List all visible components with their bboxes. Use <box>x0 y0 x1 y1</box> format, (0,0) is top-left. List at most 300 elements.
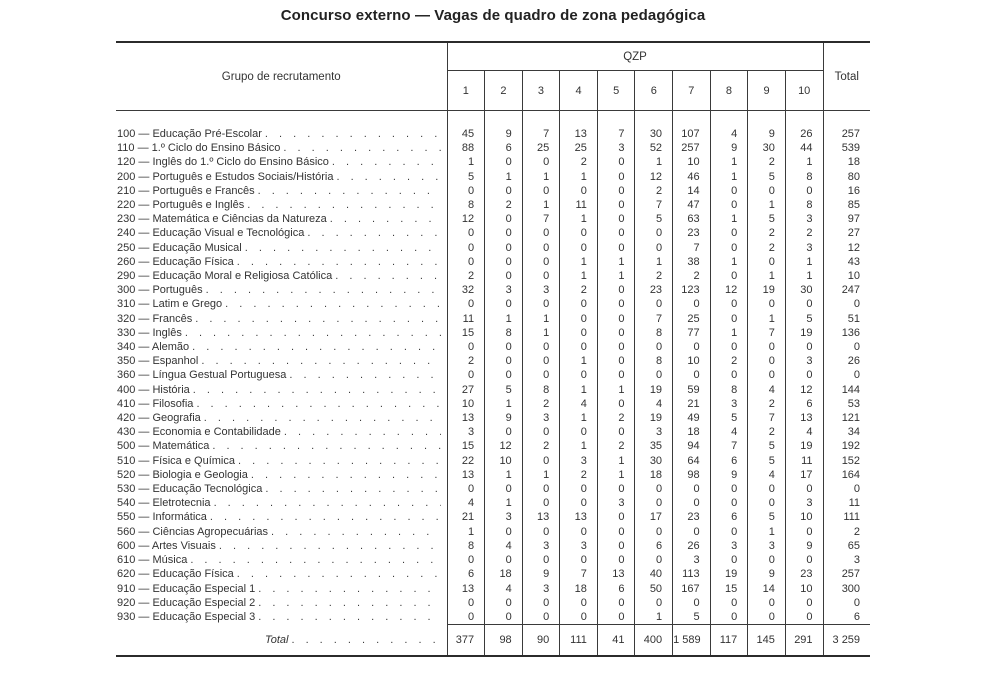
qzp-value: 5 <box>748 454 786 468</box>
qzp-value: 47 <box>673 198 711 212</box>
qzp-value: 0 <box>785 610 823 625</box>
recruitment-group-label: 260 — Educação Física <box>117 255 234 268</box>
qzp-value: 0 <box>710 368 748 382</box>
leader-dots <box>245 241 441 255</box>
qzp-value: 0 <box>485 553 523 567</box>
qzp-value: 40 <box>635 567 673 581</box>
leader-dots <box>291 634 440 646</box>
qzp-value: 0 <box>710 525 748 539</box>
qzp-value: 0 <box>597 539 635 553</box>
qzp-value: 167 <box>673 582 711 596</box>
qzp-value: 8 <box>522 383 560 397</box>
qzp-value: 1 <box>748 198 786 212</box>
leader-dots <box>258 596 440 610</box>
qzp-value: 4 <box>710 111 748 142</box>
total-qzp-value: 111 <box>560 625 598 657</box>
qzp-value: 0 <box>785 340 823 354</box>
qzp-value: 2 <box>560 468 598 482</box>
qzp-value: 0 <box>673 297 711 311</box>
qzp-value: 0 <box>785 525 823 539</box>
table-row <box>116 269 870 283</box>
row-total-value: 3 <box>823 553 870 567</box>
qzp-value: 0 <box>597 226 635 240</box>
row-label-cell <box>116 582 447 596</box>
qzp-value: 107 <box>673 111 711 142</box>
table-row <box>116 326 870 340</box>
qzp-value: 0 <box>748 297 786 311</box>
qzp-value: 8 <box>447 539 485 553</box>
qzp-value: 5 <box>673 610 711 625</box>
qzp-value: 0 <box>485 184 523 198</box>
qzp-value: 0 <box>522 553 560 567</box>
row-total-value: 0 <box>823 596 870 610</box>
qzp-value: 18 <box>560 582 598 596</box>
row-total-value: 539 <box>823 141 870 155</box>
qzp-value: 0 <box>447 368 485 382</box>
qzp-value: 1 <box>785 155 823 169</box>
qzp-value: 5 <box>485 383 523 397</box>
qzp-value: 0 <box>447 596 485 610</box>
qzp-value: 23 <box>635 283 673 297</box>
leader-dots <box>193 383 441 397</box>
qzp-value: 0 <box>673 482 711 496</box>
leader-dots <box>336 170 440 184</box>
qzp-value: 1 <box>748 525 786 539</box>
qzp-value: 13 <box>447 582 485 596</box>
qzp-column-header-8: 8 <box>710 71 748 111</box>
table-row <box>116 198 870 212</box>
recruitment-group-label: 200 — Português e Estudos Sociais/História <box>117 170 334 183</box>
qzp-value: 25 <box>522 141 560 155</box>
qzp-value: 13 <box>785 411 823 425</box>
qzp-value: 4 <box>485 582 523 596</box>
qzp-value: 0 <box>748 340 786 354</box>
qzp-value: 11 <box>560 198 598 212</box>
qzp-value: 12 <box>710 283 748 297</box>
qzp-value: 1 <box>748 269 786 283</box>
qzp-value: 257 <box>673 141 711 155</box>
qzp-value: 0 <box>522 368 560 382</box>
qzp-value: 52 <box>635 141 673 155</box>
qzp-value: 12 <box>485 439 523 453</box>
qzp-value: 14 <box>673 184 711 198</box>
qzp-value: 2 <box>522 397 560 411</box>
qzp-value: 0 <box>710 184 748 198</box>
qzp-value: 12 <box>785 383 823 397</box>
recruitment-group-label: 240 — Educação Visual e Tecnológica <box>117 227 305 240</box>
qzp-value: 0 <box>485 354 523 368</box>
table-row <box>116 184 870 198</box>
qzp-value: 15 <box>447 439 485 453</box>
qzp-value: 0 <box>522 155 560 169</box>
qzp-value: 1 <box>785 255 823 269</box>
qzp-value: 0 <box>597 596 635 610</box>
row-label-cell <box>116 212 447 226</box>
column-header-total: Total <box>823 42 870 111</box>
qzp-value: 10 <box>447 397 485 411</box>
table-row <box>116 610 870 625</box>
qzp-value: 5 <box>785 312 823 326</box>
table-row <box>116 340 870 354</box>
qzp-value: 98 <box>673 468 711 482</box>
row-label-cell <box>116 297 447 311</box>
qzp-value: 3 <box>785 354 823 368</box>
qzp-value: 0 <box>785 184 823 198</box>
qzp-value: 0 <box>447 184 485 198</box>
qzp-value: 18 <box>485 567 523 581</box>
qzp-value: 5 <box>447 170 485 184</box>
leader-dots <box>195 312 440 326</box>
qzp-value: 0 <box>485 596 523 610</box>
leader-dots <box>247 198 440 212</box>
qzp-value: 5 <box>635 212 673 226</box>
qzp-value: 9 <box>710 468 748 482</box>
qzp-value: 30 <box>785 283 823 297</box>
qzp-value: 11 <box>785 454 823 468</box>
qzp-value: 2 <box>710 354 748 368</box>
recruitment-group-label: 530 — Educação Tecnológica <box>117 483 263 496</box>
qzp-column-header-9: 9 <box>748 71 786 111</box>
qzp-value: 4 <box>748 383 786 397</box>
qzp-value: 1 <box>560 212 598 226</box>
row-total-value: 164 <box>823 468 870 482</box>
qzp-value: 2 <box>673 269 711 283</box>
qzp-value: 3 <box>522 411 560 425</box>
row-label-cell <box>116 553 447 567</box>
table-row <box>116 539 870 553</box>
qzp-value: 0 <box>597 368 635 382</box>
qzp-value: 0 <box>485 255 523 269</box>
header-row-qzp <box>116 42 870 71</box>
qzp-value: 0 <box>597 610 635 625</box>
qzp-value: 7 <box>560 567 598 581</box>
qzp-value: 0 <box>710 482 748 496</box>
qzp-value: 5 <box>748 439 786 453</box>
qzp-value: 30 <box>748 141 786 155</box>
qzp-value: 0 <box>447 340 485 354</box>
qzp-value: 0 <box>522 226 560 240</box>
qzp-value: 1 <box>522 468 560 482</box>
total-row-label-cell <box>116 625 447 657</box>
qzp-value: 38 <box>673 255 711 269</box>
row-total-value: 0 <box>823 297 870 311</box>
leader-dots <box>190 553 440 567</box>
qzp-value: 0 <box>485 241 523 255</box>
qzp-value: 3 <box>785 241 823 255</box>
qzp-value: 50 <box>635 582 673 596</box>
qzp-value: 0 <box>673 596 711 610</box>
recruitment-group-label: 250 — Educação Musical <box>117 241 242 254</box>
row-label-cell <box>116 141 447 155</box>
recruitment-group-label: 330 — Inglês <box>117 326 182 339</box>
qzp-value: 0 <box>785 297 823 311</box>
qzp-value: 1 <box>485 468 523 482</box>
qzp-value: 2 <box>447 354 485 368</box>
leader-dots <box>214 496 441 510</box>
row-total-value: 2 <box>823 525 870 539</box>
total-row-label: Total <box>265 633 289 646</box>
qzp-value: 8 <box>710 383 748 397</box>
qzp-value: 3 <box>710 397 748 411</box>
row-label-cell <box>116 454 447 468</box>
qzp-value: 3 <box>597 141 635 155</box>
qzp-value: 0 <box>522 482 560 496</box>
qzp-value: 63 <box>673 212 711 226</box>
qzp-value: 4 <box>748 468 786 482</box>
qzp-value: 25 <box>560 141 598 155</box>
qzp-value: 4 <box>785 425 823 439</box>
qzp-value: 5 <box>748 510 786 524</box>
qzp-value: 1 <box>560 170 598 184</box>
qzp-column-header-3: 3 <box>522 71 560 111</box>
qzp-value: 0 <box>597 212 635 226</box>
qzp-value: 13 <box>447 411 485 425</box>
row-total-value: 51 <box>823 312 870 326</box>
qzp-value: 0 <box>635 340 673 354</box>
qzp-value: 6 <box>710 510 748 524</box>
qzp-value: 0 <box>522 454 560 468</box>
qzp-value: 0 <box>522 354 560 368</box>
recruitment-group-label: 540 — Eletrotecnia <box>117 497 211 510</box>
qzp-value: 5 <box>748 212 786 226</box>
qzp-value: 0 <box>597 241 635 255</box>
qzp-value: 0 <box>748 496 786 510</box>
qzp-value: 1 <box>560 269 598 283</box>
row-label-cell <box>116 368 447 382</box>
leader-dots <box>258 610 440 624</box>
column-group-header-qzp: QZP <box>447 42 823 71</box>
qzp-value: 0 <box>597 510 635 524</box>
qzp-value: 1 <box>710 212 748 226</box>
qzp-column-header-4: 4 <box>560 71 598 111</box>
row-label-cell <box>116 170 447 184</box>
qzp-value: 0 <box>597 184 635 198</box>
recruitment-group-label: 620 — Educação Física <box>117 568 234 581</box>
qzp-value: 19 <box>710 567 748 581</box>
row-total-value: 192 <box>823 439 870 453</box>
qzp-value: 3 <box>785 496 823 510</box>
qzp-value: 0 <box>710 198 748 212</box>
column-header-grupo-de-recrutamento: Grupo de recrutamento <box>116 42 447 111</box>
qzp-value: 0 <box>710 596 748 610</box>
qzp-value: 1 <box>522 326 560 340</box>
row-label-cell <box>116 411 447 425</box>
qzp-value: 0 <box>447 610 485 625</box>
qzp-value: 0 <box>447 553 485 567</box>
qzp-value: 0 <box>710 226 748 240</box>
leader-dots <box>192 340 440 354</box>
total-qzp-value: 377 <box>447 625 485 657</box>
qzp-value: 0 <box>560 226 598 240</box>
qzp-value: 0 <box>560 184 598 198</box>
row-label-cell <box>116 340 447 354</box>
recruitment-group-label: 340 — Alemão <box>117 341 190 354</box>
table-row <box>116 283 870 297</box>
row-total-value: 53 <box>823 397 870 411</box>
qzp-value: 3 <box>673 553 711 567</box>
qzp-value: 0 <box>710 312 748 326</box>
qzp-value: 7 <box>522 111 560 142</box>
table-row <box>116 255 870 269</box>
qzp-value: 44 <box>785 141 823 155</box>
leader-dots <box>225 297 440 311</box>
row-label-cell <box>116 383 447 397</box>
table-row <box>116 510 870 524</box>
qzp-value: 7 <box>635 198 673 212</box>
qzp-value: 3 <box>485 510 523 524</box>
qzp-value: 0 <box>447 297 485 311</box>
table-row <box>116 596 870 610</box>
qzp-value: 0 <box>597 553 635 567</box>
qzp-value: 13 <box>560 510 598 524</box>
qzp-value: 4 <box>485 539 523 553</box>
qzp-value: 4 <box>635 397 673 411</box>
qzp-value: 9 <box>748 111 786 142</box>
row-total-value: 34 <box>823 425 870 439</box>
qzp-column-header-5: 5 <box>597 71 635 111</box>
qzp-value: 12 <box>635 170 673 184</box>
row-label-cell <box>116 241 447 255</box>
qzp-value: 8 <box>635 326 673 340</box>
row-total-value: 43 <box>823 255 870 269</box>
qzp-value: 2 <box>748 397 786 411</box>
qzp-value: 0 <box>597 170 635 184</box>
qzp-value: 6 <box>710 454 748 468</box>
qzp-value: 0 <box>560 241 598 255</box>
qzp-value: 7 <box>673 241 711 255</box>
qzp-value: 9 <box>485 111 523 142</box>
row-total-value: 247 <box>823 283 870 297</box>
qzp-value: 2 <box>748 425 786 439</box>
qzp-value: 0 <box>560 610 598 625</box>
qzp-value: 0 <box>522 297 560 311</box>
qzp-value: 0 <box>597 482 635 496</box>
qzp-value: 0 <box>748 553 786 567</box>
qzp-value: 77 <box>673 326 711 340</box>
qzp-value: 0 <box>748 596 786 610</box>
row-label-cell <box>116 425 447 439</box>
table-row <box>116 582 870 596</box>
qzp-value: 21 <box>673 397 711 411</box>
qzp-value: 0 <box>447 482 485 496</box>
qzp-value: 0 <box>485 226 523 240</box>
qzp-value: 0 <box>485 368 523 382</box>
table-row <box>116 241 870 255</box>
recruitment-group-label: 610 — Música <box>117 554 188 567</box>
qzp-value: 3 <box>785 212 823 226</box>
qzp-value: 3 <box>522 539 560 553</box>
qzp-value: 18 <box>635 468 673 482</box>
table-row <box>116 226 870 240</box>
qzp-value: 8 <box>447 198 485 212</box>
qzp-value: 59 <box>673 383 711 397</box>
qzp-value: 0 <box>597 525 635 539</box>
qzp-value: 113 <box>673 567 711 581</box>
leader-dots <box>196 397 440 411</box>
qzp-value: 3 <box>485 283 523 297</box>
row-label-cell <box>116 397 447 411</box>
qzp-value: 0 <box>673 340 711 354</box>
qzp-value: 13 <box>560 111 598 142</box>
qzp-column-header-10: 10 <box>785 71 823 111</box>
qzp-value: 0 <box>447 226 485 240</box>
row-total-value: 257 <box>823 567 870 581</box>
qzp-value: 0 <box>748 368 786 382</box>
total-qzp-value: 90 <box>522 625 560 657</box>
qzp-column-header-1: 1 <box>447 71 485 111</box>
qzp-value: 0 <box>635 553 673 567</box>
qzp-value: 0 <box>560 596 598 610</box>
qzp-value: 0 <box>597 425 635 439</box>
qzp-value: 1 <box>597 454 635 468</box>
qzp-value: 0 <box>560 340 598 354</box>
table-footer <box>116 625 870 657</box>
qzp-value: 6 <box>597 582 635 596</box>
recruitment-group-label: 600 — Artes Visuais <box>117 539 216 552</box>
table-row <box>116 354 870 368</box>
qzp-value: 49 <box>673 411 711 425</box>
leader-dots <box>258 582 440 596</box>
qzp-value: 23 <box>785 567 823 581</box>
qzp-value: 3 <box>560 454 598 468</box>
qzp-value: 0 <box>673 496 711 510</box>
leader-dots <box>258 184 441 198</box>
table-container <box>116 41 870 657</box>
qzp-value: 1 <box>447 155 485 169</box>
table-row <box>116 297 870 311</box>
recruitment-group-label: 310 — Latim e Grego <box>117 298 223 311</box>
row-label-cell <box>116 184 447 198</box>
leader-dots <box>283 141 440 155</box>
row-total-value: 10 <box>823 269 870 283</box>
qzp-value: 2 <box>597 411 635 425</box>
qzp-value: 10 <box>485 454 523 468</box>
row-label-cell <box>116 525 447 539</box>
qzp-value: 14 <box>748 582 786 596</box>
qzp-value: 7 <box>748 411 786 425</box>
table-header <box>116 42 870 111</box>
qzp-value: 1 <box>785 269 823 283</box>
table-row <box>116 482 870 496</box>
qzp-value: 0 <box>522 525 560 539</box>
qzp-value: 35 <box>635 439 673 453</box>
qzp-value: 7 <box>748 326 786 340</box>
qzp-value: 0 <box>485 297 523 311</box>
qzp-value: 0 <box>485 269 523 283</box>
qzp-value: 0 <box>748 184 786 198</box>
qzp-value: 1 <box>597 269 635 283</box>
row-total-value: 300 <box>823 582 870 596</box>
table-row <box>116 411 870 425</box>
recruitment-group-label: 110 — 1.º Ciclo do Ensino Básico <box>117 142 281 155</box>
qzp-value: 0 <box>635 496 673 510</box>
qzp-column-header-7: 7 <box>673 71 711 111</box>
total-qzp-value: 98 <box>485 625 523 657</box>
row-label-cell <box>116 468 447 482</box>
qzp-value: 0 <box>785 596 823 610</box>
qzp-value: 2 <box>748 226 786 240</box>
qzp-value: 9 <box>710 141 748 155</box>
qzp-value: 5 <box>748 170 786 184</box>
table-row <box>116 454 870 468</box>
qzp-value: 2 <box>447 269 485 283</box>
row-total-value: 85 <box>823 198 870 212</box>
qzp-column-header-6: 6 <box>635 71 673 111</box>
table-row <box>116 212 870 226</box>
qzp-value: 6 <box>447 567 485 581</box>
qzp-value: 1 <box>710 255 748 269</box>
table-row <box>116 439 870 453</box>
